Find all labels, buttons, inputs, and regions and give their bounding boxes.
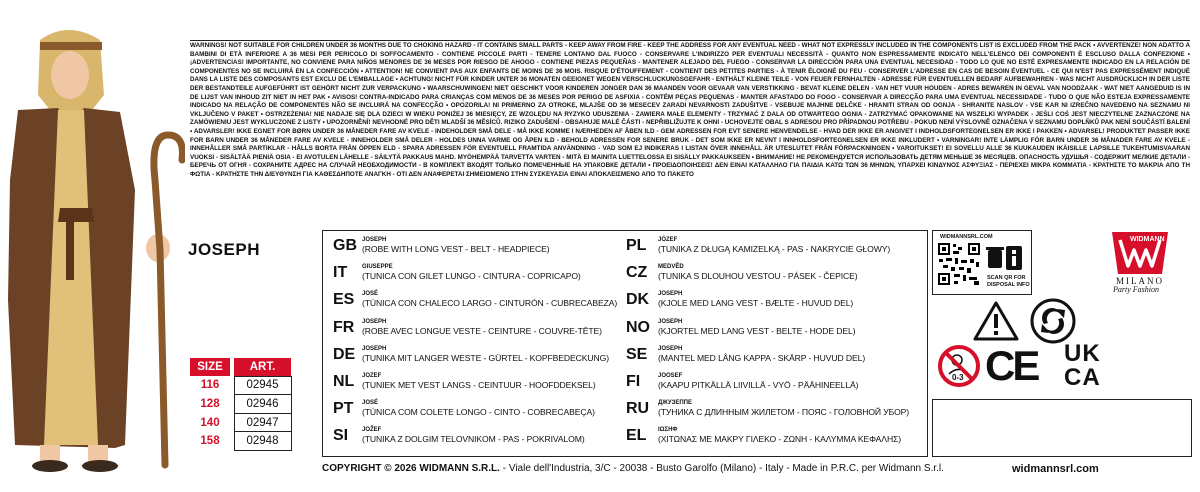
- brand-name: WIDMANN: [1130, 236, 1165, 243]
- costume-description: (TUNIKA Z DOLGIM TELOVNIKOM - PAS - POKRIVALOM): [362, 434, 585, 445]
- costume-name: MEDVĚD: [658, 264, 684, 271]
- costume-description: (ROBE AVEC LONGUE VESTE - CEINTURE - COUVRE-TÊTE): [362, 325, 602, 336]
- costume-description: (TÚNICA COM COLETE LONGO - CINTO - COBRECABEÇA): [362, 407, 595, 418]
- language-code: ES: [333, 291, 355, 309]
- size-value: 158: [200, 435, 220, 448]
- language-code: NL: [333, 373, 355, 390]
- art-header: ART.: [234, 358, 291, 376]
- footer-website[interactable]: widmannsrl.com: [1012, 463, 1099, 475]
- costume-description: (TUNIEK MET VEST LANGS - CEINTUUR - HOOFDDEKSEL): [362, 380, 596, 390]
- costume-name: JOSEPH: [658, 318, 683, 325]
- qr-caption-2: DISPOSAL INFO: [987, 282, 1030, 288]
- brand-city: MILANO: [1116, 276, 1164, 286]
- footer-copyright: [322, 463, 944, 474]
- art-number: 02946: [234, 395, 291, 414]
- language-panel: [322, 230, 928, 457]
- product-title: JOSEPH: [188, 240, 260, 259]
- costume-description: (ΧΙΤΩΝΑΣ ΜΕ ΜΑΚΡΥ ΓΙΛΕΚΟ - ΖΩΝΗ - ΚΑΛΥΜΜΑ ΚΕΦΑΛΗΣ): [658, 434, 902, 445]
- art-number: 02948: [234, 432, 291, 451]
- size-value: 116: [200, 379, 220, 392]
- costume-name: JÓZEF: [658, 237, 678, 243]
- brand-tagline: Party Fashion: [1113, 285, 1159, 294]
- costume-description: (KJOLE MED LANG VEST - BÆLTE - HUVUD DEL): [658, 298, 854, 309]
- qr-url: WIDMANNSRL.COM: [940, 234, 993, 240]
- costume-name: ДЖУЗЕППЕ: [658, 400, 692, 407]
- table-row: [190, 395, 291, 414]
- language-code: FI: [626, 373, 641, 390]
- qr-code-icon[interactable]: [937, 242, 981, 286]
- size-value: 140: [200, 416, 220, 429]
- costume-description: (TUNIKA MIT LANGER WESTE - GÜRTEL - KOPFBEDECKUNG): [362, 352, 609, 363]
- costume-name: JOSEPH: [362, 237, 387, 243]
- art-number: 02947: [234, 413, 291, 432]
- recycle-icon: [1030, 298, 1076, 344]
- costume-description: (TÚNICA CON CHALECO LARGO - CINTURÓN - CUBRECABEZA): [362, 298, 618, 309]
- language-code: NO: [626, 318, 650, 336]
- costume-name: JOSÉ: [362, 291, 379, 298]
- costume-name: JOSEPH: [658, 291, 683, 298]
- art-number: 02945: [234, 376, 291, 395]
- table-row: [190, 413, 291, 432]
- warnings-text: WARNINGS! NOT SUITABLE FOR CHILDREN UNDER 36 MONTHS DUE TO CHOKING HAZARD - IT CONTAINS SMALL PARTS - KEEP AWAY FROM FIRE - KEEP THE ADDRESS FOR ANY EVENTUAL NEED - WHAT NOT EXPRESSLY INCLUDED IN THE COMPONENTS LIST IS EXCLUDED FROM THE PACK • AVVERTENZE! NON ADATTO A BAMBINI DI ETÀ INFERIORE A 36 MESI PER PERICOLO DI SOFFOCAMENTO - CONTIENE PICCOLE PARTI - TENERE LONTANO DAL FUOCO - CONSERVARE L'INDIRIZZO PER EVENTUALI NECESSITÀ - QUANTO NON ESPRESSAMENTE INDICATO NELL'ELENCO DEI COMPONENTI È ESCLUSO DALLA CONFEZIONE • ¡ADVERTENCIAS! IMPORTANTE, NO CONVIENE PARA NIÑOS MENORES DE 36 MESES POR RIESGO DE AHOGO - CONTIENE PIEZAS PEQUEÑAS - MANTENER ALEJADO DEL FUEGO - CONSERVAR LA DIRECCIÓN PARA UNA EVENTUAL NECESIDAD - TODO LO QUE NO ESTÉ EXPRESAMENTE INDICADO EN LA RELACIÓN DE COMPONENTES NO SE INCLUIRÁ EN LA CONFECCIÓN • ATTENTION! NE CONVIENT PAS AUX ENFANTS DE MOINS DE 36 MOIS. RISQUE D'ÉTOUFFEMENT - CONTIENT DES PETITES PARTIES - À TENIR ÉLOIGNÉ DU FEU - CONSERVER L'ADRESSE EN CAS DE BESOIN ÉVENTUEL - CE QUI N'EST PAS EXPRESSÉMENT INDIQUÉ DANS LA LISTE DES COMPOSANTS EST EXCLU DE L'EMBALLAGE • ACHTUNG! NICHT FÜR KINDER UNTER 36 MONATEN GEEIGNET WEGEN VERSCHLUCKUNGSGEFAHR - ENTHÄLT KLEINE TEILE - VON FEUER FERNHALTEN - ADRESSE FÜR EVENTUELLEN BEDARF AUFBEWAHREN - WAS NICHT AUSDRÜCKLICH IN DER LISTE DER BESTANDTEILE AUFGEFÜHRT IST GEHÖRT NICHT ZUR VERPACKUNG • WAARSCHUWINGEN! NIET GESCHIKT VOOR KINDEREN JONGER DAN 36 MAANDEN VOOR GEVAAR VAN VERSTIKKING - BEVAT KLEINE DELEN - VAN HET VUUR HOUDEN - ADRES BEWAREN IN GEVAL VAN NOODZAAK - WAT NIET AANGEDUID IS IN DE LIJST VAN INHOUD ZIT NIET IN HET PAK • AVISOS! CONTRA-INDICADO PARA CRIANÇAS COM MENOS DE 36 MESES POR PERIGO DE ASFIXIA - CONTÉM PEÇAS PEQUENAS - MANTER AFASTADO DO FOGO - CONSERVAR A DIRECÇÃO PARA UMA EVENTUAL NECESSIDADE - TUDO O QUE NÃO ESTEJA EXPRESSAMENTE INDICADO NA RELAÇÃO DE COMPONENTES NÃO SE INCLUIRÁ NA CONFECÇÃO • OPOZORILA! NI PRIMERNO ZA OTROKE, MLAJŠE OD 36 MESECEV ZARADI NEVARNOSTI ZADUŠITVE - VSEBUJE MAJHNE DELČKE - HRANITI STRAN OD OGNJA - SHRANITE NASLOV - VSE KAR NI IZREČNO NAVEDENO NA SEZNAMU NI VKLJUČENO V PAKET • OSTRZEŻENIA! NIE NADAJE SIĘ DLA DZIECI W WIEKU PONIŻEJ 36 MIESIĘCY, ZE WZGLĘDU NA RYZYKO UDUSZENIA - ZAWIERA MAŁE ELEMENTY - TRZYMAĆ Z DALA OD OTWARTEGO OGNIA - ZATRZYMAĆ OPAKOWANIE NA WSZELKI WYPADEK - JEŚLI COŚ JEST NIECZYTELNE ZAZNACZONE NA ZAMÓWIENIU JEST WYKLUCZONE Z LISTY • UPOZORNĚNÍ! NEVHODNÉ PRO DĚTI MLADŠÍ 36 MĚSÍCŮ. RIZIKO ZADUŠENÍ - OBSAHUJE MALÉ ČÁSTI - NEPŘIBLIŽUJTE K OHNI - UCHOVEJTE OBAL S ADRESOU PRO PŘÍPADNOU POTŘEBU - POKUD NENÍ VÝSLOVNĚ OZNAČENA V SEZNAMU DOPLŇKŮ PAK NENÍ SOUČÁSTÍ BALENÍ • ADVARSLER! IKKE EGNET FOR BØRN UNDER 36 MÅNEDER FARE AV KVELE - INDEHOLDER SMÅ DELE - MÅ IKKE KOMME I NÆRHEDEN AF ÅBEN ILD - GEM ADRESSEN FOR EVT SENERE HENVENDELSE - HVAD DER IKKE ER ANGIVET I INDHOLDSFORTEGNELSEN ER IKKE I PAKKEN • ADVARSEL! PRODUKTET PASSER IKKE FOR BARN UNDER 36 MÅNEDER FARE AV KVELE - INNEHOLDER SMÅ DELER - HOLDES UNNA VARME OG ÅPEN ILD - BEHOLD ADRESSEN FOR SENERE BRUK - DET SOM IKKE ER NEVNT I INNHOLDSFORTEGNELSEN ER IKKE INKLUDERT • VARNINGAR! INTE LÄMPLIG FÖR BARN UNDER 36 MÅNADER FARE AV KVELE - INNEHÅLLER SMÅ PARTIKLAR - HÅLLS BORTA FRÅN ÖPPEN ELD - SPARA ADRESSEN FÖR EVENTUELL FRAMTIDA ANVÄNDNING - VAD SOM EJ INDIKERAS I LISTAN ÖVER INNEHÅLL ÄR UTESLUTET FRÅN FÖRPACKNINGEN • VAROITUKSET! EI SOVELLU ALLE 36 KUUKAUDEN IKÄISILLE LAPSILLE TUKEHTUMISVAARAN VUOKSI - SISÄLTÄÄ PIENIÄ OSIA - EI AVOTULEN LÄHELLE - SÄILYTÄ PAKKAUS MAHD. MYÖHEMPÄÄ TARVETTA VARTEN - MITÄ EI MAINITA LUETTELOSSA EI SISÄLLY PAKKAUKSEEN • ВНИМАНИЕ! НЕ РЕКОМЕНДУЕТСЯ ИСПОЛЬЗОВАТЬ ДЕТЯМ МЕНЬШЕ 36 МЕСЯЦЕВ. ОПАСНОСТЬ УДУШЬЯ - СОДЕРЖИТ МЕЛКИЕ ДЕТАЛИ - БЕРЕЧЬ ОТ ОГНЯ - СОХРАНИТЕ АДРЕС НА СЛУЧАЙ НЕОБХОДИМОСТИ - В КОМПЛЕКТ ВХОДЯТ ТОЛЬКО ПОМЕЧЕННЫЕ НА УПАКОВКЕ ДЕТАЛИ • ΠΡΟΕΙΔΟΠΟΙΗΣΕΙΣ! ΔΕΝ ΕΙΝΑΙ ΚΑΤΑΛΛΗΛΟ ΓΙΑ ΠΑΙΔΙΑ ΚΑΤΩ ΤΩΝ 36 ΜΗΝΩΝ, ΥΠΑΡΧΕΙ ΚΙΝΔΥΝΟΣ ΑΣΦΥΞΙΑΣ - ΠΕΡΙΕΧΕΙ ΜΙΚΡΑ ΚΟΜΜΑΤΙΑ - ΚΡΑΤΗΣΤΕ ΤΟ ΜΑΚΡΙΑ ΑΠΟ ΤΗ ΦΩΤΙΑ - ΚΡΑΤΗΣΤΕ ΤΗΝ ΔΙΕΥΘΥΝΣΗ ΓΙΑ ΚΑΘΕΣΔΗΠΟΤΕ ΑΝΑΓΚΗ - ΟΤΙ ΔΕΝ ΑΝΑΦΕΡΕΤΑΙ ΣΗΜΕΙΩΜΕΝΟ ΣΤΗΝ ΣΥΣΚΕΥΑΣΙΑ ΕΙΝΑΙ ΑΠΟΚΛΕΙΣΜΕΝΟ ΑΠΟ ΤΟ ΠΑΚΕΤΟ: [190, 42, 1190, 178]
- ce-mark: CE: [985, 342, 1038, 389]
- language-code: SE: [626, 345, 648, 363]
- costume-name: JOSEPH: [658, 345, 683, 352]
- language-code: CZ: [626, 264, 648, 282]
- costume-description: (KAAPU PITKÄLLÄ LIIVILLÄ - VYÖ - PÄÄHINEELLÄ): [658, 380, 859, 390]
- warnings-rule: [190, 40, 1190, 41]
- costume-name: ΙΩΣΗΦ: [658, 427, 678, 434]
- language-code: EL: [626, 427, 647, 445]
- address: - Viale dell'Industria, 3/C - 20038 - Busto Garolfo (Milano) - Italy - Made in P.R.C. per Widmann S.r.l.: [499, 463, 944, 474]
- size-table: [190, 358, 292, 451]
- bin-disposal-icon: [986, 244, 1024, 274]
- age-label: 0-3: [952, 373, 964, 382]
- costume-name: JOSÉ: [362, 400, 379, 407]
- table-row: [190, 432, 291, 451]
- ukca-mark-line2: CA: [1064, 364, 1101, 391]
- costume-description: (ROBE WITH LONG VEST - BELT - HEADPIECE): [362, 244, 550, 254]
- language-code: DK: [626, 291, 650, 309]
- blank-box: [932, 399, 1192, 457]
- costume-description: (TUNIKA S DLOUHOU VESTOU - PÁSEK - ČEPICE): [658, 271, 858, 282]
- language-code: FR: [333, 318, 355, 336]
- costume-photo: [0, 0, 185, 492]
- costume-description: (ТУНИКА С ДЛИННЫМ ЖИЛЕТОМ - ПОЯС - ГОЛОВНОЙ УБОР): [658, 407, 910, 418]
- costume-name: JOZEF: [362, 373, 382, 379]
- language-code: IT: [333, 264, 348, 282]
- costume-description: (KJORTEL MED LANG VEST - BELTE - HODE DEL): [658, 325, 856, 336]
- costume-description: (MANTEL MED LÅNG KAPPA - SKÄRP - HUVUD DEL): [658, 352, 866, 363]
- language-code: DE: [333, 345, 356, 363]
- costume-name: JOOSEF: [658, 373, 683, 379]
- costume-description: (TUNIKA Z DŁUGĄ KAMIZELKĄ - PAS - NAKRYCIE GŁOWY): [658, 244, 891, 254]
- qr-caption-1: SCAN QR FOR: [987, 275, 1026, 281]
- table-row: [190, 376, 291, 395]
- language-code: SI: [333, 427, 349, 445]
- costume-name: JOSEPH: [362, 345, 387, 352]
- language-code: GB: [333, 237, 357, 254]
- language-code: PL: [626, 237, 647, 254]
- costume-name: JOŽEF: [362, 427, 382, 434]
- size-value: 128: [200, 397, 220, 410]
- copyright: COPYRIGHT © 2026 WIDMANN S.R.L.: [322, 463, 500, 474]
- language-code: RU: [626, 400, 650, 418]
- costume-name: JOSEPH: [362, 318, 387, 325]
- costume-description: (TUNICA CON GILET LUNGO - CINTURA - COPRICAPO): [362, 271, 581, 282]
- ukca-mark-line1: UK: [1064, 340, 1101, 367]
- warning-triangle-icon: [973, 300, 1019, 342]
- costume-name: GIUSEPPE: [362, 264, 393, 271]
- language-code: PT: [333, 400, 354, 418]
- size-header: SIZE: [190, 358, 230, 376]
